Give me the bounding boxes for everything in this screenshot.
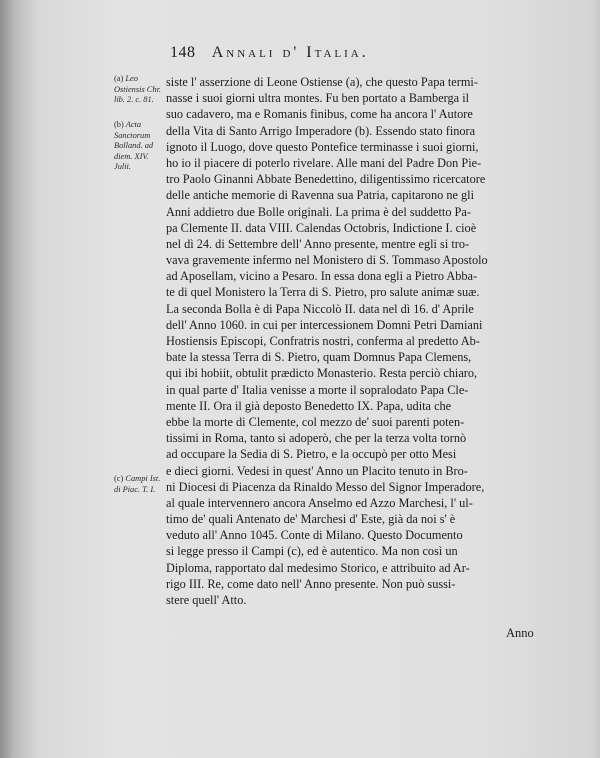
text-line: al quale intervennero ancora Anselmo ed Azzo Marchesi, l' ul-: [166, 495, 473, 510]
text-line: pa Clemente II. data VIII. Calendas Octobris, Indictione I. cioè: [166, 220, 477, 235]
note-text: Acta Sanctorum Bolland. ad diem. XIV. Julii.: [114, 120, 154, 172]
text-line: Diploma, rapportato dal medesimo Storico, e attribuito ad Ar-: [166, 560, 470, 575]
text-line: veduto all' Anno 1045. Conte di Milano. Questo Documento: [166, 528, 463, 543]
text-line: nel dì 24. di Settembre dell' Anno presente, mentre egli si tro-: [166, 236, 470, 251]
page-number: 148: [170, 44, 196, 61]
text-line: nasse i suoi giorni ultra montes. Fu ben portato a Bamberga il: [166, 91, 470, 106]
text-line: Hostiensis Episcopi, Confratris nostri, conferma al predetto Ab-: [166, 334, 480, 348]
text-line: in qual parte d' Italia venisse a morte il sopralodato Papa Cle-: [166, 382, 469, 397]
text-line: tro Paolo Ginanni Abbate Benedettino, diligentissimo ricercatore: [166, 172, 486, 187]
note-marker: (c): [114, 474, 124, 483]
margin-note-c: [114, 474, 166, 495]
text-line: si legge presso il Campi (c), ed è autentico. Ma non così un: [166, 544, 458, 559]
text-line: ni Diocesi di Piacenza da Rinaldo Messo del Signor Imperadore,: [166, 479, 485, 494]
text-line: tissimi in Roma, tanto si adoperò, che per la terza volta tornò: [166, 431, 467, 446]
text-line: ho io il piacere di poterlo rivelare. Alle mani del Padre Don Pie-: [166, 155, 482, 170]
text-line: timo de' quali Antenato de' Marchesi d' Este, già da noi s' è: [166, 512, 456, 527]
text-line: mente II. Ora il già deposto Benedetto IX. Papa, udita che: [166, 398, 452, 413]
note-text: Campi Ist. di Piac. T. I.: [114, 474, 161, 494]
text-line: della Vita di Santo Arrigo Imperadore (b). Essendo stato finora: [166, 123, 476, 138]
text-line: bate la stessa Terra di S. Pietro, quam Domnus Papa Clemens,: [166, 350, 472, 365]
text-line: delle antiche memorie di Ravenna sua Patria, capitarono ne gli: [166, 188, 474, 203]
running-title: Annali d' Italia.: [211, 44, 369, 61]
text-line: La seconda Bolla è di Papa Niccolò II. data nel dì 16. d' Aprile: [166, 301, 474, 316]
text-line: vava gravemente infermo nel Monistero di S. Tommaso Apostolo: [166, 253, 488, 268]
running-header: [170, 44, 490, 62]
text-line: ad Aposellam, vicino a Pesaro. In essa dona egli a Pietro Abba-: [166, 269, 478, 284]
text-line: te di quel Monistero la Terra di S. Pietro, pro salute animæ suæ.: [166, 285, 480, 300]
note-marker: (a): [114, 74, 124, 83]
margin-note-b: [114, 120, 166, 173]
text-line: siste l' asserzione di Leone Ostiense (a), che questo Papa termi-: [166, 75, 478, 89]
text-line: ebbe la morte di Clemente, col mezzo de' suoi parenti poten-: [166, 414, 465, 429]
note-text: Leo Ostiensis Chr. lib. 2. c. 81.: [114, 74, 162, 105]
text-line: ad occupare la Sedia di S. Pietro, e la occupò per otto Mesi: [166, 447, 457, 462]
text-line: suo cadavero, ma e Romanis finibus, come ha ancora l' Autore: [166, 107, 473, 122]
note-marker: (b): [114, 120, 124, 129]
text-line: dell' Anno 1060. in cui per intercessionem Domni Petri Damiani: [166, 317, 483, 332]
catchword: Anno: [506, 626, 534, 640]
body-text: [166, 74, 540, 608]
text-line: e dieci giorni. Vedesi in quest' Anno un Placito tenuto in Bro-: [166, 463, 468, 478]
text-line: ignoto il Luogo, dove questo Pontefice terminasse i suoi giorni,: [166, 139, 479, 154]
text-line: rigo III. Re, come dato nell' Anno presente. Non può sussi-: [166, 576, 456, 591]
text-line: Anni addietro due Bolle originali. La prima è del suddetto Pa-: [166, 204, 471, 219]
margin-note-a: [114, 74, 166, 106]
text-line: stere quell' Atto.: [166, 593, 247, 607]
text-line: qui ibi hobiit, obtulit prædicto Monasterio. Resta perciò chiaro,: [166, 366, 478, 381]
